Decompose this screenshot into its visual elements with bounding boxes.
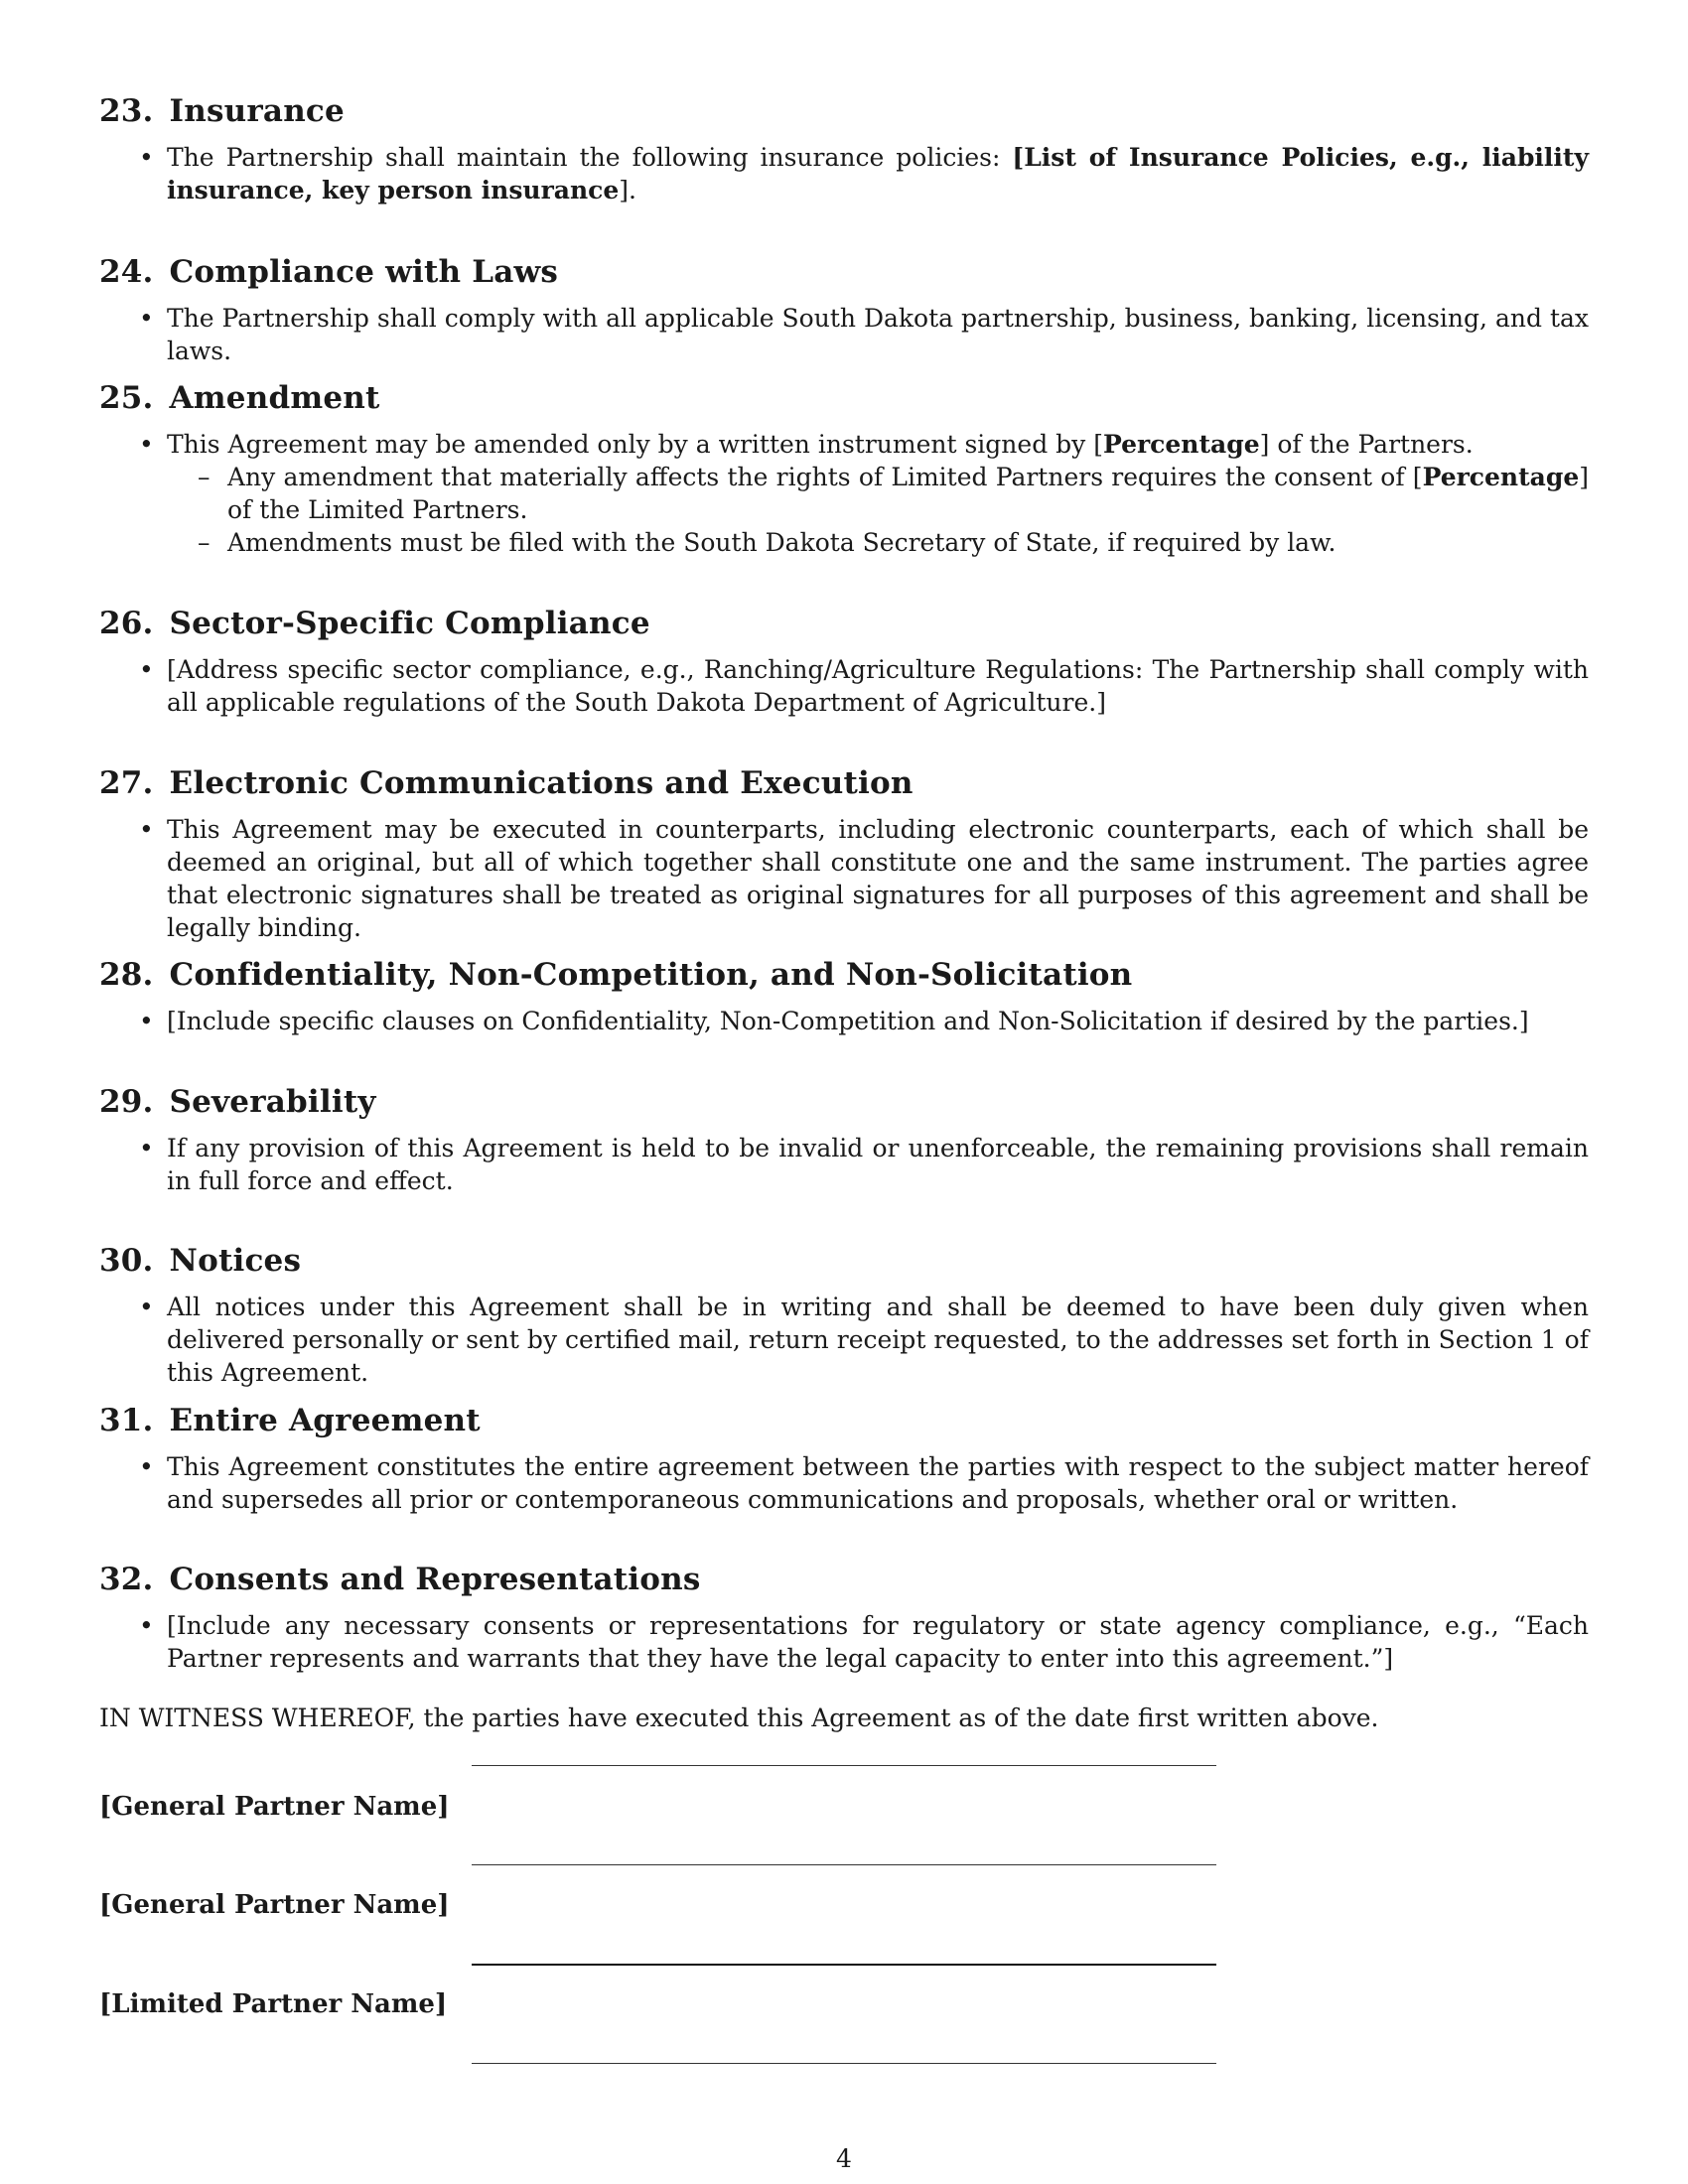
list-item: • [Include any necessary consents or representations for regulatory or state agency compliance, e.g., “Each Partner represents and warrants that they have the legal capacity to enter into this agreement.”] — [99, 1609, 1589, 1675]
signatory-name: [General Partner Name] — [99, 1890, 450, 1920]
witness-statement: IN WITNESS WHEREOF, the parties have executed this Agreement as of the date first written above. — [99, 1704, 1379, 1732]
page-number: 4 — [836, 2144, 852, 2173]
sub-list-item: – Amendments must be filed with the South Dakota Secretary of State, if required by law. — [166, 526, 1589, 559]
signatory-name: [General Partner Name] — [99, 1792, 450, 1822]
section-insurance — [99, 91, 1589, 206]
signatory-name: [Limited Partner Name] — [99, 1989, 448, 2019]
list-item: • This Agreement may be amended only by a written instrument signed by [Percentage] of the Partners. – Any amendment that materially affects the rights of Limited Partners requires the consent of [Percentage] of the Limited Partners. – Amendments must be filed with the South Dakota Secretary of State, if required by law. — [99, 428, 1589, 559]
section-heading: 29. Severability — [99, 1084, 376, 1120]
section-amendment — [99, 378, 1589, 559]
section-heading: 25. Amendment — [99, 380, 380, 416]
signature-line[interactable] — [472, 1765, 1216, 1766]
section-heading: 31. Entire Agreement — [99, 1403, 481, 1438]
list-item: • This Agreement may be executed in counterparts, including electronic counterparts, each of which shall be deemed an original, but all of which together shall constitute one and the same instrument. The parties agree that electronic signatures shall be treated as original signatures for all purposes of this agreement and shall be legally binding. — [99, 813, 1589, 944]
section-sector-specific-compliance — [99, 604, 1589, 719]
section-heading: 30. Notices — [99, 1243, 302, 1279]
list-item: • This Agreement constitutes the entire agreement between the parties with respect to the subject matter hereof and supersedes all prior or contemporaneous communications and proposals, whether oral or written. — [99, 1450, 1589, 1516]
list-item: • The Partnership shall maintain the following insurance policies: [List of Insurance Policies, e.g., liability insurance, key person insurance]. — [99, 141, 1589, 206]
section-confidentiality — [99, 955, 1589, 1037]
section-notices — [99, 1241, 1589, 1389]
signature-line[interactable] — [472, 1864, 1216, 1865]
section-heading: 32. Consents and Representations — [99, 1562, 701, 1597]
section-heading: 27. Electronic Communications and Execution — [99, 765, 914, 801]
signature-line[interactable] — [472, 1964, 1216, 1966]
section-severability — [99, 1082, 1589, 1197]
section-heading: 23. Insurance — [99, 93, 345, 129]
list-item: • [Address specific sector compliance, e.g., Ranching/Agriculture Regulations: The Partnership shall comply with all applicable regulations of the South Dakota Department of Agriculture.] — [99, 653, 1589, 719]
section-consents-and-representations — [99, 1560, 1589, 1675]
signature-line[interactable] — [472, 2063, 1216, 2064]
list-item: • [Include specific clauses on Confidentiality, Non-Competition and Non-Solicitation if desired by the parties.] — [99, 1005, 1589, 1037]
list-item: • The Partnership shall comply with all applicable South Dakota partnership, business, banking, licensing, and tax laws. — [99, 302, 1589, 367]
sub-list-item: – Any amendment that materially affects the rights of Limited Partners requires the consent of [Percentage] of the Limited Partners. — [166, 461, 1589, 526]
section-electronic-communications — [99, 763, 1589, 944]
list-item: • All notices under this Agreement shall be in writing and shall be deemed to have been duly given when delivered personally or sent by certified mail, return receipt requested, to the addresses set forth in Section 1 of this Agreement. — [99, 1291, 1589, 1389]
section-heading: 26. Sector-Specific Compliance — [99, 606, 650, 641]
section-heading: 24. Compliance with Laws — [99, 254, 559, 290]
section-compliance-with-laws — [99, 252, 1589, 367]
section-heading: 28. Confidentiality, Non-Competition, and Non-Solicitation — [99, 957, 1133, 993]
section-entire-agreement — [99, 1401, 1589, 1516]
list-item: • If any provision of this Agreement is held to be invalid or unenforceable, the remaining provisions shall remain in full force and effect. — [99, 1132, 1589, 1197]
